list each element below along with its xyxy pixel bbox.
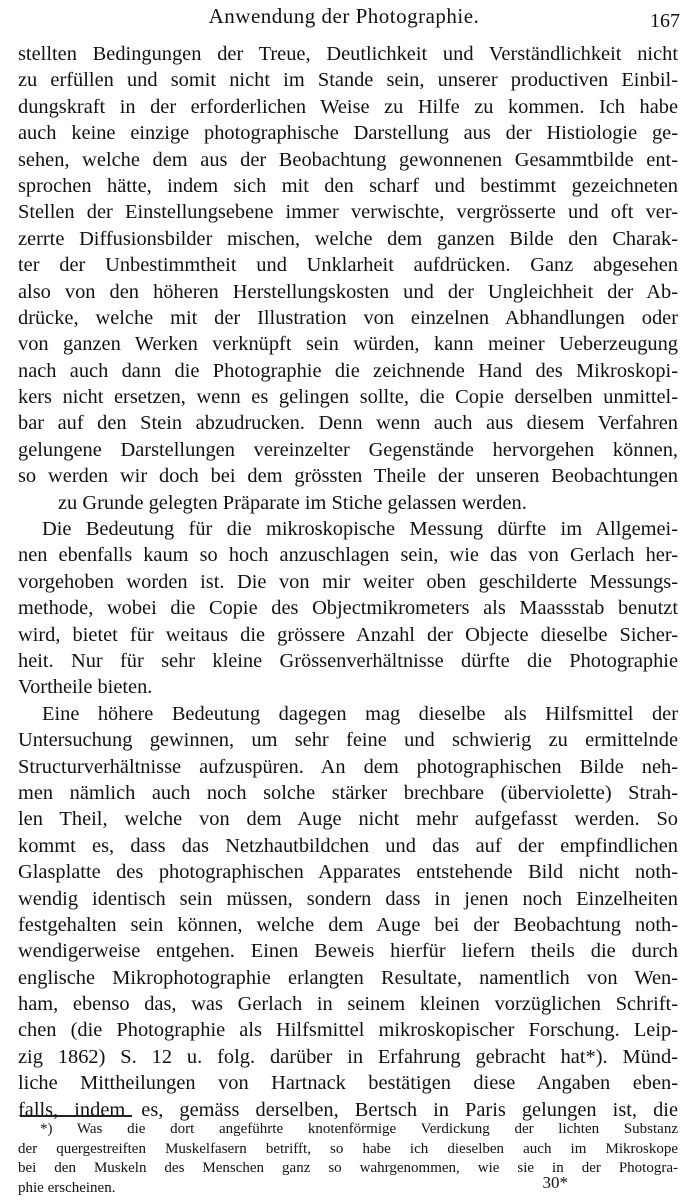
text-line: men nämlich auch noch solche stärker brechbare (überviolette) Strah- [18,781,678,804]
footnote-divider [20,1115,132,1117]
paragraph-1 [18,41,678,516]
text-line: nen ebenfalls kaum so hoch anzuschlagen sein, wie das von Gerlach her- [18,544,678,567]
text-line: methode, wobei die Copie des Objectmikrometers als Maassstab benutzt [18,597,678,620]
text-line: Stellen der Einstellungsebene immer verwischte, vergrösserte und oft ver- [18,201,678,224]
text-line: Eine höhere Bedeutung dagegen mag dieselbe als Hilfsmittel der [42,702,678,725]
footnote-line: *) Was die dort angeführte knotenförmige Verdickung der lichten Substanz [40,1121,678,1137]
text-line: gelungene Darstellungen vereinzelter Gegenstände hervorgehen können, [18,438,678,461]
text-line: heit. Nur für sehr kleine Grössenverhältnisse dürfte die Photographie [18,649,678,672]
text-line: zig 1862) S. 12 u. folg. darüber in Erfahrung gebracht hat*). Münd- [18,1045,678,1068]
page-header [0,4,688,32]
text-line: so werden wir doch bei dem grössten Theile der unseren Beobachtungen [18,465,678,488]
text-line: sehen, welche dem aus der Beobachtung gewonnenen Gesammtbilde ent- [18,148,678,171]
text-line: stellten Bedingungen der Treue, Deutlichkeit und Verständlichkeit nicht [18,43,678,65]
text-line: von ganzen Werken verknüpft sein würden, kann meiner Ueberzeugung [18,333,678,356]
text-line: chen (die Photographie als Hilfsmittel mikroskopischer Forschung. Leip- [18,1019,678,1042]
paragraph-3 [18,701,678,1123]
text-line: vorgehoben worden ist. Die von mir weiter oben geschilderte Messungs- [18,570,678,593]
text-line: len Theil, welche von dem Auge nicht mehr aufgefasst werden. So [18,808,678,831]
text-line: Die Bedeutung für die mikroskopische Messung dürfte im Allgemei- [42,518,678,541]
text-line: sprochen hätte, indem sich mit den scharf und bestimmt gezeichneten [18,174,678,197]
text-line: liche Mittheilungen von Hartnack bestätigen diese Angaben eben- [18,1072,678,1095]
text-line: kommt es, dass das Netzhautbildchen und das auf der empfindlichen [18,834,678,857]
footnote-line: phie erscheinen. [18,1179,116,1196]
paragraph-2 [18,516,678,701]
text-line: zerrte Diffusionsbilder mischen, welche dem ganzen Bilde den Charak- [18,227,678,250]
text-line: wendigerweise entgehen. Einen Beweis hierfür liefern theils die durch [18,940,678,963]
text-line: Structurverhältnisse aufzuspüren. An dem photographischen Bilde neh- [18,755,678,778]
text-line: wendig identisch sein müssen, sondern dass in jenen noch Einzelheiten [18,887,678,910]
printer-signature: 30* [542,1173,568,1192]
text-line: zu erfüllen und somit nicht im Stande sein, unserer productiven Einbil- [18,69,678,92]
text-line: bar auf den Stein abzudrucken. Denn wenn auch aus diesem Verfahren [18,412,678,435]
text-line: nach auch dann die Photographie die zeichnende Hand des Mikroskopi- [18,359,678,382]
footnote-line: bei den Muskeln des Menschen ganz so wahrgenommen, wie sie in der Photogra- [18,1160,678,1176]
body-text [18,41,678,1123]
text-line: englische Mikrophotographie erlangten Resultate, namentlich von Wen- [18,966,678,989]
text-line: wird, bietet für weitaus die grössere Anzahl der Objecte dieselbe Sicher- [18,623,678,646]
text-line: also von den höheren Herstellungskosten und der Ungleichheit der Ab- [18,280,678,303]
text-line: Untersuchung gewinnen, um sehr feine und schwierig zu ermittelnde [18,729,678,752]
text-line: drücke, welche mit der Illustration von einzelnen Abhandlungen oder [18,306,678,329]
footnote-line: der quergestreiften Muskelfasern betrifft, so habe ich dieselben auch im Mikroskope [18,1140,678,1157]
text-line: falls, indem es, gemäss derselben, Bertsch in Paris gelungen ist, die [18,1098,678,1121]
footnote [18,1120,678,1198]
text-line: Glasplatte des photographischen Apparates entstehende Bild nicht noth- [18,861,678,884]
text-line: auch keine einzige photographische Darstellung aus der Histiologie ge- [18,122,678,145]
text-line: festgehalten sein können, welche dem Auge bei der Beobachtung noth- [18,913,678,936]
text-line: ham, ebenso das, was Gerlach in seinem kleinen vorzüglichen Schrift- [18,993,678,1016]
page-number: 167 [650,10,680,32]
text-line: Vortheile bieten. [18,676,153,699]
text-line: dungskraft in der erforderlichen Weise zu Hilfe zu kommen. Ich habe [18,95,678,118]
text-line: ter der Unbestimmtheit und Unklarheit aufdrücken. Ganz abgesehen [18,254,678,277]
text-line: zu Grunde gelegten Präparate im Stiche gelassen werden. [58,491,527,514]
running-title: Anwendung der Photographie. [208,4,480,28]
text-line: kers nicht ersetzen, wenn es gelingen sollte, die Copie derselben unmittel- [18,386,678,409]
